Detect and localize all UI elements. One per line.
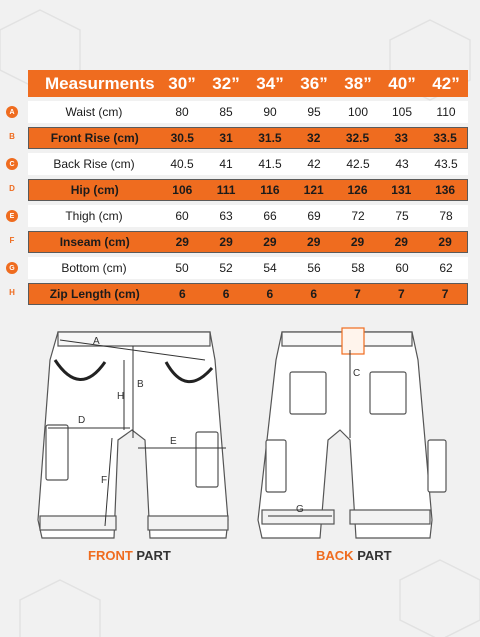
table-cell: 78 xyxy=(439,209,453,223)
table-cell: 121 xyxy=(303,183,324,197)
table-cell: 29 xyxy=(175,235,189,249)
table-cell: 29 xyxy=(219,235,233,249)
table-cell: 6 xyxy=(222,287,230,301)
table-row xyxy=(28,231,468,253)
table-cell: 33.5 xyxy=(433,131,457,145)
table-cell: 69 xyxy=(307,209,321,223)
row-label: Back Rise (cm) xyxy=(53,157,135,171)
table-cell: 29 xyxy=(350,235,365,249)
header-size: 40” xyxy=(388,73,416,93)
row-badge: D xyxy=(9,184,15,193)
table-cell: 7 xyxy=(441,287,449,301)
table-cell: 7 xyxy=(397,287,405,301)
table-cell: 52 xyxy=(219,261,233,275)
table-cell: 131 xyxy=(391,183,412,197)
table-row xyxy=(28,101,468,123)
table-cell: 42.5 xyxy=(346,157,370,171)
table-cell: 40.5 xyxy=(170,157,194,171)
diagram-label-e: E xyxy=(170,436,177,447)
row-label: Hip (cm) xyxy=(70,183,119,197)
table-cell: 31 xyxy=(219,131,233,145)
table-cell: 60 xyxy=(175,209,189,223)
diagram-label-c: C xyxy=(353,368,361,379)
table-row xyxy=(28,257,468,279)
table-cell: 32 xyxy=(307,131,321,145)
table-cell: 6 xyxy=(266,287,274,301)
front-rest: PART xyxy=(136,548,171,563)
table-cell: 60 xyxy=(395,261,409,275)
diagram-label-g: G xyxy=(296,504,304,515)
header-size: 38” xyxy=(344,73,372,93)
table-cell: 85 xyxy=(219,105,233,119)
shorts-diagram xyxy=(0,320,480,560)
table-cell: 43 xyxy=(395,157,409,171)
table-row xyxy=(28,153,468,175)
table-row xyxy=(28,127,468,149)
row-badge: E xyxy=(6,210,18,222)
table-cell: 105 xyxy=(391,105,413,119)
table-cell: 80 xyxy=(175,105,189,119)
table-cell: 62 xyxy=(439,261,453,275)
row-badge: F xyxy=(9,236,15,245)
back-rest: PART xyxy=(357,548,392,563)
diagram-label-b: B xyxy=(137,379,144,390)
row-label: Front Rise (cm) xyxy=(50,131,139,145)
table-cell: 136 xyxy=(435,183,456,197)
table-cell: 95 xyxy=(307,105,321,119)
row-badge: B xyxy=(9,132,15,141)
row-badge: H xyxy=(9,288,15,297)
table-cell: 32.5 xyxy=(345,131,370,145)
table-cell: 66 xyxy=(263,209,277,223)
table-cell: 29 xyxy=(394,235,408,249)
row-badge: A xyxy=(6,106,18,118)
table-cell: 6 xyxy=(178,287,186,301)
table-cell: 30.5 xyxy=(170,131,194,145)
table-cell: 41 xyxy=(219,157,233,171)
table-cell: 54 xyxy=(263,261,277,275)
header-size: 36” xyxy=(300,73,328,93)
table-cell: 75 xyxy=(395,209,409,223)
front-highlight: FRONT xyxy=(88,548,133,563)
row-badge: C xyxy=(6,158,18,170)
row-label: Inseam (cm) xyxy=(59,235,130,249)
table-cell: 100 xyxy=(347,105,369,119)
table-cell: 106 xyxy=(172,183,193,197)
table-cell: 116 xyxy=(260,183,280,197)
table-cell: 63 xyxy=(219,209,233,223)
header-size: 34” xyxy=(256,73,284,93)
table-cell: 43.5 xyxy=(434,157,458,171)
table-cell: 126 xyxy=(347,183,368,197)
table-header-row xyxy=(28,70,468,97)
table-cell: 90 xyxy=(263,105,277,119)
header-size: 42” xyxy=(432,73,460,93)
header-measurements: Measurments xyxy=(45,73,155,93)
diagram-label-d: D xyxy=(78,415,86,426)
row-label: Bottom (cm) xyxy=(61,261,127,275)
diagram-label-h: H xyxy=(117,391,125,402)
size-chart-table xyxy=(28,70,468,309)
table-cell: 110 xyxy=(436,105,456,119)
diagram-label-f: F xyxy=(101,475,108,486)
table-cell: 56 xyxy=(307,261,321,275)
table-cell: 41.5 xyxy=(258,157,282,171)
table-cell: 50 xyxy=(175,261,189,275)
back-highlight: BACK xyxy=(316,548,354,563)
row-label: Waist (cm) xyxy=(65,105,123,119)
header-size: 30” xyxy=(168,73,196,93)
table-cell: 33 xyxy=(394,131,408,145)
table-cell: 31.5 xyxy=(258,131,282,145)
table-cell: 42 xyxy=(307,157,321,171)
table-cell: 72 xyxy=(351,209,365,223)
table-row xyxy=(28,205,468,227)
table-row xyxy=(28,179,468,201)
row-label: Thigh (cm) xyxy=(65,209,123,223)
table-cell: 29 xyxy=(263,235,277,249)
diagram-label-a: A xyxy=(93,336,100,347)
header-size: 32” xyxy=(212,73,240,93)
table-cell: 111 xyxy=(216,183,236,197)
row-label: Zip Length (cm) xyxy=(49,287,140,301)
back-part-caption xyxy=(316,548,392,563)
front-part-caption xyxy=(88,548,171,563)
row-badge: G xyxy=(6,262,18,274)
table-cell: 29 xyxy=(307,235,321,249)
table-cell: 6 xyxy=(310,287,318,301)
table-row xyxy=(28,283,468,305)
table-cell: 7 xyxy=(354,287,361,301)
table-cell: 29 xyxy=(438,235,452,249)
table-cell: 58 xyxy=(351,261,365,275)
